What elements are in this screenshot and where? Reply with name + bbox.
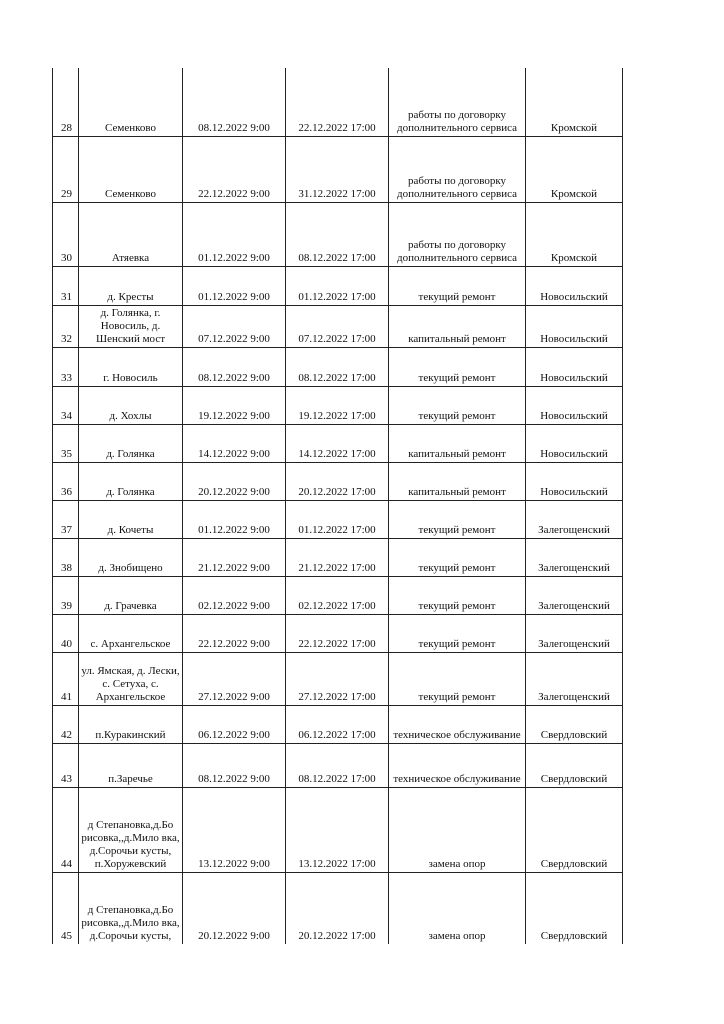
work-type-cell: капитальный ремонт xyxy=(389,462,526,500)
settlement-cell: Атяевка xyxy=(79,202,183,266)
settlement-cell: с. Архангельское xyxy=(79,614,183,652)
row-number: 45 xyxy=(53,872,79,944)
district-cell: Кромской xyxy=(526,68,623,136)
row-number: 39 xyxy=(53,576,79,614)
work-type-cell: работы по договорку дополнительного сервиса xyxy=(389,202,526,266)
district-cell: Залегощенский xyxy=(526,500,623,538)
schedule-table xyxy=(52,68,623,944)
work-type-cell: техническое обслуживание xyxy=(389,705,526,743)
settlement-cell: ул. Ямская, д. Лески, с. Сетуха, с. Архангельское xyxy=(79,652,183,705)
start-datetime-cell: 08.12.2022 9:00 xyxy=(183,347,286,386)
work-type-cell: работы по договорку дополнительного сервиса xyxy=(389,136,526,202)
work-type-cell: текущий ремонт xyxy=(389,347,526,386)
table-row xyxy=(53,872,623,944)
table-row xyxy=(53,576,623,614)
start-datetime-cell: 02.12.2022 9:00 xyxy=(183,576,286,614)
schedule-table-page xyxy=(52,68,622,944)
settlement-cell: д Степановка,д.Бо рисовка,,д.Мило вка, д.Сорочьи кусты, п.Хоружевский xyxy=(79,787,183,872)
settlement-cell: д. Хохлы xyxy=(79,386,183,424)
end-datetime-cell: 20.12.2022 17:00 xyxy=(286,462,389,500)
work-type-cell: текущий ремонт xyxy=(389,266,526,305)
district-cell: Свердловский xyxy=(526,787,623,872)
start-datetime-cell: 22.12.2022 9:00 xyxy=(183,136,286,202)
row-number: 37 xyxy=(53,500,79,538)
table-row xyxy=(53,386,623,424)
district-cell: Новосильский xyxy=(526,424,623,462)
row-number: 31 xyxy=(53,266,79,305)
settlement-cell: д. Голянка, г. Новосиль, д. Шенский мост xyxy=(79,305,183,347)
start-datetime-cell: 01.12.2022 9:00 xyxy=(183,266,286,305)
work-type-cell: замена опор xyxy=(389,872,526,944)
work-type-cell: текущий ремонт xyxy=(389,576,526,614)
settlement-cell: д. Кресты xyxy=(79,266,183,305)
table-row xyxy=(53,305,623,347)
table-row xyxy=(53,705,623,743)
row-number: 34 xyxy=(53,386,79,424)
settlement-cell: п.Куракинский xyxy=(79,705,183,743)
start-datetime-cell: 19.12.2022 9:00 xyxy=(183,386,286,424)
table-row xyxy=(53,614,623,652)
table-row xyxy=(53,500,623,538)
table-row xyxy=(53,347,623,386)
end-datetime-cell: 19.12.2022 17:00 xyxy=(286,386,389,424)
district-cell: Свердловский xyxy=(526,705,623,743)
district-cell: Залегощенский xyxy=(526,576,623,614)
settlement-cell: д. Знобищено xyxy=(79,538,183,576)
table-row xyxy=(53,652,623,705)
start-datetime-cell: 14.12.2022 9:00 xyxy=(183,424,286,462)
work-type-cell: текущий ремонт xyxy=(389,652,526,705)
district-cell: Залегощенский xyxy=(526,652,623,705)
start-datetime-cell: 06.12.2022 9:00 xyxy=(183,705,286,743)
settlement-cell: д. Грачевка xyxy=(79,576,183,614)
end-datetime-cell: 20.12.2022 17:00 xyxy=(286,872,389,944)
row-number: 36 xyxy=(53,462,79,500)
end-datetime-cell: 08.12.2022 17:00 xyxy=(286,202,389,266)
district-cell: Новосильский xyxy=(526,266,623,305)
end-datetime-cell: 22.12.2022 17:00 xyxy=(286,68,389,136)
end-datetime-cell: 27.12.2022 17:00 xyxy=(286,652,389,705)
table-row xyxy=(53,424,623,462)
table-row xyxy=(53,68,623,136)
row-number: 40 xyxy=(53,614,79,652)
row-number: 30 xyxy=(53,202,79,266)
table-row xyxy=(53,266,623,305)
district-cell: Новосильский xyxy=(526,462,623,500)
end-datetime-cell: 21.12.2022 17:00 xyxy=(286,538,389,576)
settlement-cell: Семенково xyxy=(79,68,183,136)
start-datetime-cell: 20.12.2022 9:00 xyxy=(183,872,286,944)
table-row xyxy=(53,743,623,787)
end-datetime-cell: 22.12.2022 17:00 xyxy=(286,614,389,652)
work-type-cell: техническое обслуживание xyxy=(389,743,526,787)
start-datetime-cell: 22.12.2022 9:00 xyxy=(183,614,286,652)
work-type-cell: капитальный ремонт xyxy=(389,424,526,462)
table-row xyxy=(53,136,623,202)
end-datetime-cell: 01.12.2022 17:00 xyxy=(286,500,389,538)
table-row xyxy=(53,462,623,500)
start-datetime-cell: 08.12.2022 9:00 xyxy=(183,743,286,787)
row-number: 42 xyxy=(53,705,79,743)
row-number: 41 xyxy=(53,652,79,705)
start-datetime-cell: 08.12.2022 9:00 xyxy=(183,68,286,136)
work-type-cell: текущий ремонт xyxy=(389,614,526,652)
end-datetime-cell: 08.12.2022 17:00 xyxy=(286,743,389,787)
row-number: 44 xyxy=(53,787,79,872)
row-number: 28 xyxy=(53,68,79,136)
district-cell: Новосильский xyxy=(526,386,623,424)
row-number: 33 xyxy=(53,347,79,386)
district-cell: Залегощенский xyxy=(526,614,623,652)
district-cell: Кромской xyxy=(526,136,623,202)
work-type-cell: замена опор xyxy=(389,787,526,872)
settlement-cell: п.Заречье xyxy=(79,743,183,787)
settlement-cell: д. Голянка xyxy=(79,462,183,500)
start-datetime-cell: 20.12.2022 9:00 xyxy=(183,462,286,500)
settlement-cell: г. Новосиль xyxy=(79,347,183,386)
start-datetime-cell: 01.12.2022 9:00 xyxy=(183,500,286,538)
work-type-cell: текущий ремонт xyxy=(389,386,526,424)
end-datetime-cell: 31.12.2022 17:00 xyxy=(286,136,389,202)
table-row xyxy=(53,538,623,576)
row-number: 35 xyxy=(53,424,79,462)
table-row xyxy=(53,787,623,872)
district-cell: Новосильский xyxy=(526,347,623,386)
end-datetime-cell: 01.12.2022 17:00 xyxy=(286,266,389,305)
row-number: 32 xyxy=(53,305,79,347)
work-type-cell: текущий ремонт xyxy=(389,538,526,576)
settlement-cell: д. Голянка xyxy=(79,424,183,462)
end-datetime-cell: 06.12.2022 17:00 xyxy=(286,705,389,743)
district-cell: Свердловский xyxy=(526,743,623,787)
table-row xyxy=(53,202,623,266)
end-datetime-cell: 13.12.2022 17:00 xyxy=(286,787,389,872)
start-datetime-cell: 21.12.2022 9:00 xyxy=(183,538,286,576)
start-datetime-cell: 07.12.2022 9:00 xyxy=(183,305,286,347)
row-number: 43 xyxy=(53,743,79,787)
end-datetime-cell: 07.12.2022 17:00 xyxy=(286,305,389,347)
district-cell: Залегощенский xyxy=(526,538,623,576)
end-datetime-cell: 08.12.2022 17:00 xyxy=(286,347,389,386)
work-type-cell: работы по договорку дополнительного сервиса xyxy=(389,68,526,136)
work-type-cell: текущий ремонт xyxy=(389,500,526,538)
settlement-cell: д. Кочеты xyxy=(79,500,183,538)
end-datetime-cell: 14.12.2022 17:00 xyxy=(286,424,389,462)
district-cell: Кромской xyxy=(526,202,623,266)
row-number: 38 xyxy=(53,538,79,576)
row-number: 29 xyxy=(53,136,79,202)
start-datetime-cell: 13.12.2022 9:00 xyxy=(183,787,286,872)
end-datetime-cell: 02.12.2022 17:00 xyxy=(286,576,389,614)
settlement-cell: Семенково xyxy=(79,136,183,202)
district-cell: Свердловский xyxy=(526,872,623,944)
start-datetime-cell: 27.12.2022 9:00 xyxy=(183,652,286,705)
work-type-cell: капитальный ремонт xyxy=(389,305,526,347)
settlement-cell: д Степановка,д.Бо рисовка,,д.Мило вка, д.Сорочьи кусты, xyxy=(79,872,183,944)
start-datetime-cell: 01.12.2022 9:00 xyxy=(183,202,286,266)
district-cell: Новосильский xyxy=(526,305,623,347)
